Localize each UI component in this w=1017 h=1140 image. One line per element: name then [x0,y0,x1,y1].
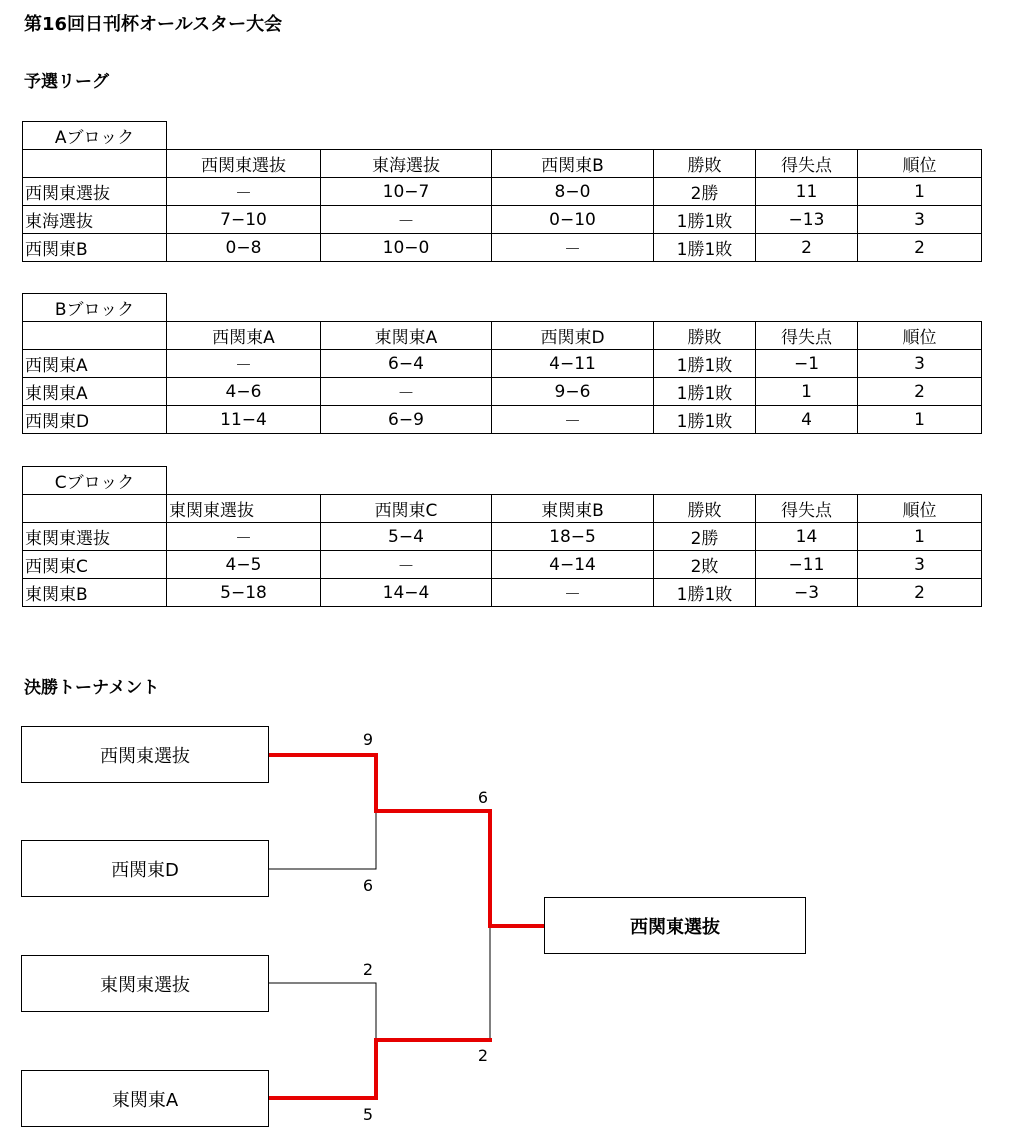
bracket-line-final-top [376,811,490,926]
rank-cell: 1 [858,406,982,434]
bracket-score: 2 [362,960,374,979]
bracket-score: 6 [477,788,489,807]
score-cell: 4−11 [492,350,654,378]
rank-cell: 2 [858,579,982,607]
league-section-title: 予選リーグ [24,72,109,92]
col-rank: 順位 [858,322,982,350]
score-cell: 6−4 [321,350,492,378]
result-cell: 1勝1敗 [654,350,756,378]
rank-cell: 2 [858,378,982,406]
score-cell: 0−10 [492,206,654,234]
score-cell: － [167,523,321,551]
score-cell: 7−10 [167,206,321,234]
result-cell: 2勝 [654,523,756,551]
rank-cell: 1 [858,178,982,206]
bracket-team-box: 西関東D [21,840,269,897]
row-team: 東関東B [23,579,167,607]
col-result: 勝敗 [654,322,756,350]
col-rank: 順位 [858,495,982,523]
result-cell: 1勝1敗 [654,378,756,406]
col-team: 東関東B [492,495,654,523]
col-team: 西関東B [492,150,654,178]
score-cell: 14−4 [321,579,492,607]
champion-box: 西関東選抜 [544,897,806,954]
col-diff: 得失点 [756,150,858,178]
score-cell: 5−18 [167,579,321,607]
score-cell: － [321,551,492,579]
col-team: 西関東A [167,322,321,350]
col-team: 東関東選抜 [167,495,321,523]
score-cell: 5−4 [321,523,492,551]
diff-cell: −11 [756,551,858,579]
rank-cell: 3 [858,350,982,378]
score-cell: 9−6 [492,378,654,406]
bracket-team-box: 東関東A [21,1070,269,1127]
page-title: 第16回日刊杯オールスター大会 [24,14,283,35]
col-diff: 得失点 [756,322,858,350]
result-cell: 2敗 [654,551,756,579]
diff-cell: 4 [756,406,858,434]
col-team: 東海選抜 [321,150,492,178]
tournament-section-title: 決勝トーナメント [24,678,160,698]
score-cell: － [321,206,492,234]
result-cell: 1勝1敗 [654,206,756,234]
col-team: 東関東A [321,322,492,350]
diff-cell: 11 [756,178,858,206]
bracket-score: 6 [362,876,374,895]
score-cell: － [492,406,654,434]
score-cell: 4−5 [167,551,321,579]
score-cell: 0−8 [167,234,321,262]
block-b-name: Bブロック [23,294,167,322]
bracket-line-semi2-top [268,983,376,1040]
diff-cell: 14 [756,523,858,551]
score-cell: － [492,234,654,262]
row-team: 西関東D [23,406,167,434]
diff-cell: −3 [756,579,858,607]
bracket-score: 9 [362,730,374,749]
block-a-name: Aブロック [23,122,167,150]
result-cell: 1勝1敗 [654,579,756,607]
diff-cell: 2 [756,234,858,262]
score-cell: 18−5 [492,523,654,551]
result-cell: 2勝 [654,178,756,206]
col-result: 勝敗 [654,150,756,178]
rank-cell: 1 [858,523,982,551]
score-cell: 4−6 [167,378,321,406]
score-cell: 6−9 [321,406,492,434]
row-team: 西関東B [23,234,167,262]
bracket-score: 5 [362,1105,374,1124]
score-cell: 4−14 [492,551,654,579]
score-cell: － [167,178,321,206]
score-cell: 11−4 [167,406,321,434]
row-team: 東関東選抜 [23,523,167,551]
col-team: 西関東D [492,322,654,350]
row-team: 西関東選抜 [23,178,167,206]
row-team: 東海選抜 [23,206,167,234]
bracket-line-semi2-bottom [268,1040,376,1098]
diff-cell: −1 [756,350,858,378]
bracket-line-semi1-bottom [268,811,376,869]
rank-cell: 3 [858,551,982,579]
score-cell: 10−0 [321,234,492,262]
col-team: 西関東選抜 [167,150,321,178]
bracket-score: 2 [477,1046,489,1065]
result-cell: 1勝1敗 [654,406,756,434]
col-diff: 得失点 [756,495,858,523]
rank-cell: 3 [858,206,982,234]
block-c-name: Cブロック [23,467,167,495]
bracket-team-box: 西関東選抜 [21,726,269,783]
bracket-line-semi1-top [268,755,376,811]
result-cell: 1勝1敗 [654,234,756,262]
diff-cell: 1 [756,378,858,406]
row-team: 西関東C [23,551,167,579]
col-team: 西関東C [321,495,492,523]
score-cell: － [492,579,654,607]
score-cell: 10−7 [321,178,492,206]
rank-cell: 2 [858,234,982,262]
score-cell: － [321,378,492,406]
row-team: 東関東A [23,378,167,406]
diff-cell: −13 [756,206,858,234]
col-rank: 順位 [858,150,982,178]
col-result: 勝敗 [654,495,756,523]
bracket-team-box: 東関東選抜 [21,955,269,1012]
score-cell: － [167,350,321,378]
score-cell: 8−0 [492,178,654,206]
row-team: 西関東A [23,350,167,378]
